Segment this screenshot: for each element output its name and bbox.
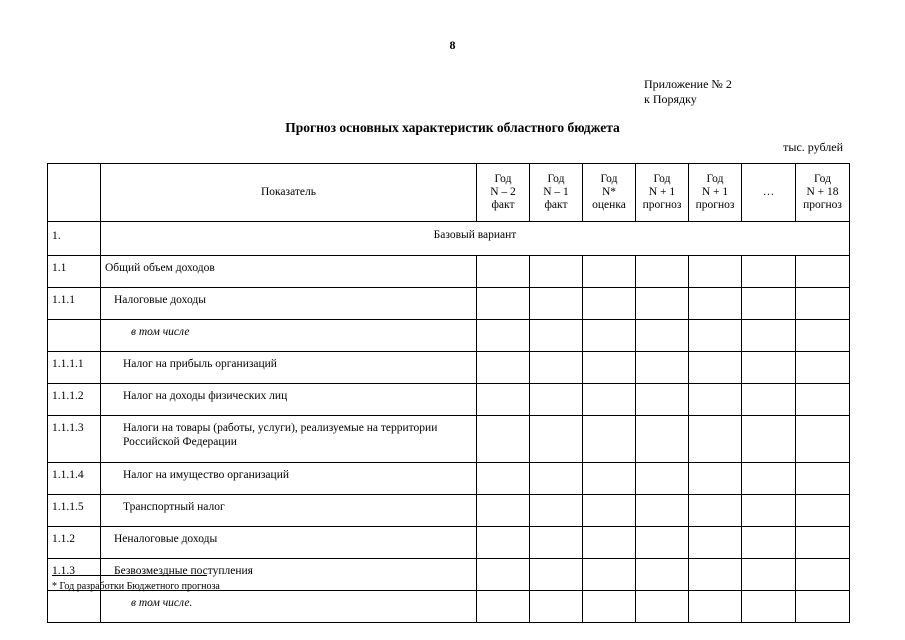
header-line: Год <box>706 173 724 185</box>
value-cell[interactable] <box>689 320 742 352</box>
value-cell[interactable] <box>742 416 796 463</box>
value-cell[interactable] <box>477 463 530 495</box>
value-cell[interactable] <box>796 256 850 288</box>
row-num: 1.1.3 <box>48 559 101 591</box>
value-cell[interactable] <box>689 288 742 320</box>
value-cell[interactable] <box>477 384 530 416</box>
value-cell[interactable] <box>530 352 583 384</box>
header-line: прогноз <box>803 199 842 211</box>
header-indicator: Показатель <box>101 164 477 222</box>
value-cell[interactable] <box>796 384 850 416</box>
header-line: N – 1 <box>543 186 569 198</box>
table-row <box>48 495 850 527</box>
value-cell[interactable] <box>636 463 689 495</box>
table-row <box>48 463 850 495</box>
header-line: Год <box>494 173 512 185</box>
row-num: 1.1.1 <box>48 288 101 320</box>
appendix-line1: Приложение № 2 <box>644 77 732 91</box>
header-line: Год <box>600 173 618 185</box>
row-num: 1.1.1.4 <box>48 463 101 495</box>
document-title: Прогноз основных характеристик областного бюджета <box>285 120 620 135</box>
value-cell[interactable] <box>530 256 583 288</box>
value-cell[interactable] <box>636 591 689 623</box>
value-cell[interactable] <box>530 591 583 623</box>
value-cell[interactable] <box>742 559 796 591</box>
row-name: Налог на имущество организаций <box>101 463 477 495</box>
header-line: прогноз <box>642 199 682 211</box>
header-year-col <box>636 164 689 222</box>
row-name: в том числе. <box>101 591 477 623</box>
header-line: Год <box>814 173 831 185</box>
value-cell[interactable] <box>742 320 796 352</box>
row-num <box>48 591 101 623</box>
header-line: оценка <box>592 199 626 211</box>
value-cell[interactable] <box>742 384 796 416</box>
header-line: … <box>762 186 775 198</box>
value-cell[interactable] <box>477 495 530 527</box>
forecast-table <box>47 163 850 623</box>
section-num: 1. <box>48 222 101 256</box>
value-cell[interactable] <box>636 527 689 559</box>
value-cell[interactable] <box>689 495 742 527</box>
value-cell[interactable] <box>742 527 796 559</box>
appendix-line2: к Порядку <box>644 92 697 106</box>
value-cell[interactable] <box>583 527 636 559</box>
value-cell[interactable] <box>742 256 796 288</box>
header-line: N + 18 <box>806 186 839 198</box>
value-cell[interactable] <box>530 559 583 591</box>
value-cell[interactable] <box>583 559 636 591</box>
header-ellipsis-col <box>742 164 796 222</box>
value-cell[interactable] <box>530 288 583 320</box>
value-cell[interactable] <box>796 288 850 320</box>
header-line: N* <box>601 186 617 198</box>
header-line: N + 1 <box>701 186 729 198</box>
value-cell[interactable] <box>477 527 530 559</box>
appendix-note <box>644 77 732 107</box>
row-name: Неналоговые доходы <box>101 527 477 559</box>
value-cell[interactable] <box>583 384 636 416</box>
row-num: 1.1 <box>48 256 101 288</box>
page-number: 8 <box>449 38 456 52</box>
value-cell[interactable] <box>530 463 583 495</box>
value-cell[interactable] <box>796 527 850 559</box>
value-cell[interactable] <box>530 495 583 527</box>
value-cell[interactable] <box>742 352 796 384</box>
value-cell[interactable] <box>477 288 530 320</box>
footnote-divider <box>52 575 207 576</box>
row-name: Налоги на товары (работы, услуги), реализуемые на территории Российской Федерации <box>101 416 477 463</box>
header-year-col <box>796 164 850 222</box>
value-cell[interactable] <box>689 527 742 559</box>
row-name: Налог на доходы физических лиц <box>101 384 477 416</box>
value-cell[interactable] <box>477 591 530 623</box>
row-num: 1.1.2 <box>48 527 101 559</box>
value-cell[interactable] <box>689 352 742 384</box>
value-cell[interactable] <box>796 591 850 623</box>
value-cell[interactable] <box>796 320 850 352</box>
row-num: 1.1.1.2 <box>48 384 101 416</box>
table-row <box>48 416 850 463</box>
table-row <box>48 591 850 623</box>
value-cell[interactable] <box>636 559 689 591</box>
header-line: N + 1 <box>648 186 676 198</box>
row-num: 1.1.1.5 <box>48 495 101 527</box>
value-cell[interactable] <box>742 495 796 527</box>
header-year-col <box>583 164 636 222</box>
value-cell[interactable] <box>796 495 850 527</box>
value-cell[interactable] <box>742 288 796 320</box>
value-cell[interactable] <box>742 591 796 623</box>
value-cell[interactable] <box>796 352 850 384</box>
header-line: факт <box>544 199 568 211</box>
row-num: 1.1.1.3 <box>48 416 101 463</box>
table-row <box>48 288 850 320</box>
header-line: Год <box>547 173 565 185</box>
value-cell[interactable] <box>477 416 530 463</box>
row-name: Транспортный налог <box>101 495 477 527</box>
header-year-col <box>530 164 583 222</box>
table-row <box>48 527 850 559</box>
value-cell[interactable] <box>796 416 850 463</box>
value-cell[interactable] <box>689 256 742 288</box>
value-cell[interactable] <box>477 559 530 591</box>
row-name: Безвозмездные поступления <box>101 559 477 591</box>
value-cell[interactable] <box>583 320 636 352</box>
row-num <box>48 320 101 352</box>
value-cell[interactable] <box>636 288 689 320</box>
value-cell[interactable] <box>530 416 583 463</box>
table-row <box>48 256 850 288</box>
value-cell[interactable] <box>689 463 742 495</box>
table-header-row <box>48 164 850 222</box>
row-name: Налог на прибыль организаций <box>101 352 477 384</box>
header-year-col <box>477 164 530 222</box>
value-cell[interactable] <box>796 559 850 591</box>
value-cell[interactable] <box>530 384 583 416</box>
value-cell[interactable] <box>530 527 583 559</box>
value-cell[interactable] <box>636 384 689 416</box>
value-cell[interactable] <box>689 559 742 591</box>
value-cell[interactable] <box>583 495 636 527</box>
value-cell[interactable] <box>689 384 742 416</box>
header-line: прогноз <box>695 199 735 211</box>
value-cell[interactable] <box>583 352 636 384</box>
value-cell[interactable] <box>583 591 636 623</box>
value-cell[interactable] <box>583 463 636 495</box>
value-cell[interactable] <box>636 256 689 288</box>
value-cell[interactable] <box>477 320 530 352</box>
row-name: в том числе <box>101 320 477 352</box>
row-name: Налоговые доходы <box>101 288 477 320</box>
header-num-cell <box>48 164 101 222</box>
table-row <box>48 352 850 384</box>
value-cell[interactable] <box>583 256 636 288</box>
table-row <box>48 384 850 416</box>
value-cell[interactable] <box>689 591 742 623</box>
section-row <box>48 222 850 256</box>
table-row <box>48 320 850 352</box>
value-cell[interactable] <box>689 416 742 463</box>
section-title: Базовый вариант <box>101 222 850 256</box>
value-cell[interactable] <box>742 463 796 495</box>
value-cell[interactable] <box>636 416 689 463</box>
units-label: тыс. рублей <box>783 140 843 154</box>
header-line: Год <box>653 173 671 185</box>
row-name: Общий объем доходов <box>101 256 477 288</box>
row-num: 1.1.1.1 <box>48 352 101 384</box>
header-line: N – 2 <box>490 186 516 198</box>
header-year-col <box>689 164 742 222</box>
value-cell[interactable] <box>636 320 689 352</box>
value-cell[interactable] <box>477 352 530 384</box>
value-cell[interactable] <box>477 256 530 288</box>
value-cell[interactable] <box>796 463 850 495</box>
footnote: * Год разработки Бюджетного прогноза <box>52 581 220 592</box>
value-cell[interactable] <box>636 352 689 384</box>
value-cell[interactable] <box>530 320 583 352</box>
value-cell[interactable] <box>636 495 689 527</box>
header-line: факт <box>491 199 515 211</box>
value-cell[interactable] <box>583 288 636 320</box>
value-cell[interactable] <box>583 416 636 463</box>
